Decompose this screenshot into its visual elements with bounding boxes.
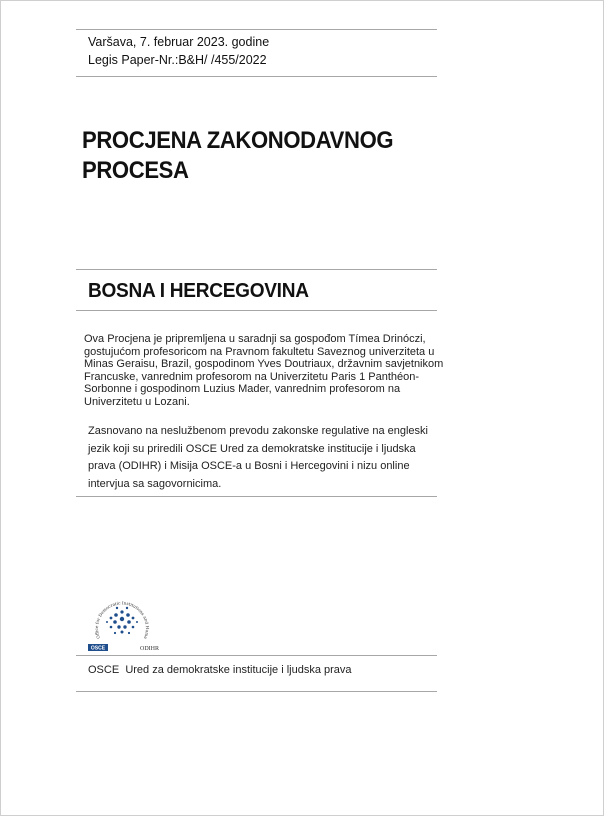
paragraph-rule — [76, 496, 437, 497]
logo-ring-text: Office for Democratic Institutions and Huma — [93, 600, 151, 640]
footer-org — [88, 664, 352, 676]
logo-acronym: ODIHR — [140, 646, 159, 652]
footer-top-rule — [76, 655, 437, 656]
header-rule — [76, 76, 437, 77]
country-heading: BOSNA I HERCEGOVINA — [88, 279, 309, 302]
title-line-1: PROCJENA ZAKONODAVNOG — [82, 127, 394, 154]
footer-org-name: Ured za demokratske institucije i ljudska prava — [125, 664, 352, 676]
footer-org-abbr: OSCE — [88, 664, 120, 676]
odihr-logo — [86, 588, 176, 654]
intro-paragraph: Ova Procjena je pripremljena u saradnji sa gospođom Tímea Drinóczi, gostujućom profesoricom na Pravnom fakultetu Saveznog univerziteta u Minas Geraisu, Brazil, gospodinom Yves Doutriaux, državnim savjetnikom Francuske, vanrednim profesorom na Univerzitetu Paris 1 Panthéon-Sorbonne i gospodinom Luzius Mader, vanrednim profesorom na Univerzitetu u Lozani. — [84, 333, 444, 408]
footer-bottom-rule — [76, 691, 437, 692]
title-line-2: PROCESA — [82, 157, 189, 184]
logo-dots-icon — [106, 607, 138, 634]
basis-paragraph: Zasnovano na neslužbenom prevodu zakonske regulative na engleski jezik koji su priredili OSCE Ured za demokratske institucije i ljudska prava (ODIHR) i Misija OSCE-a u Bosni i Hercegovini i nizu online intervjua sa sagovornicima. — [88, 425, 428, 490]
top-rule — [76, 29, 437, 30]
logo-badge-text: OSCE — [90, 645, 106, 652]
country-top-rule — [76, 269, 437, 270]
date-line: Varšava, 7. februar 2023. godine — [88, 35, 270, 49]
document-title — [82, 126, 432, 186]
country-bottom-rule — [76, 310, 437, 311]
reference-line: Legis Paper-Nr.:B&H/ /455/2022 — [88, 53, 267, 67]
